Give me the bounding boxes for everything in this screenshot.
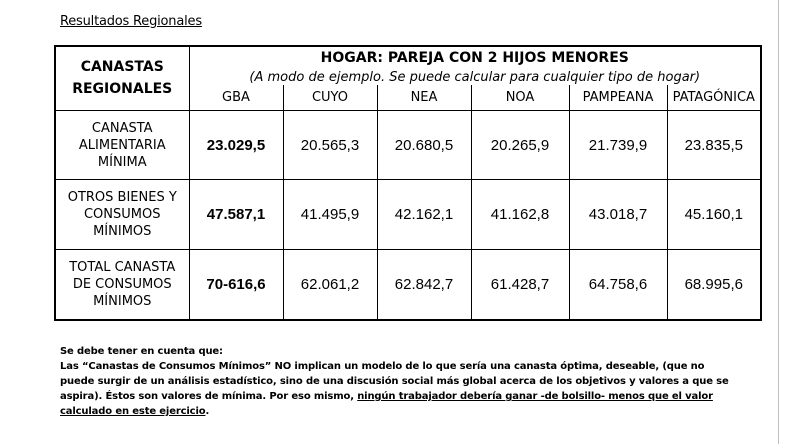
notes-block <box>60 344 740 419</box>
row-label-line: CANASTA <box>91 120 153 136</box>
corner-header <box>55 46 189 110</box>
notes-body-underlined: ningún trabajador debería ganar -de bolsillo- menos que el valor calculado en este ejercicio <box>60 391 713 417</box>
region-header: NOA <box>471 85 569 110</box>
corner-line-1: CANASTAS <box>80 59 164 76</box>
table-cell: 45.160,1 <box>667 180 761 250</box>
table-cell: 68.995,6 <box>667 250 761 320</box>
table-cell: 70-616,6 <box>189 250 283 320</box>
region-header: PATAGÓNICA <box>667 85 761 110</box>
table-row <box>55 180 761 250</box>
row-label-line: MÍNIMOS <box>93 294 152 310</box>
row-label-line: MÍNIMOS <box>93 224 152 240</box>
table-cell: 20.565,3 <box>283 110 377 180</box>
table-cell: 41.495,9 <box>283 180 377 250</box>
table-cell: 61.428,7 <box>471 250 569 320</box>
table-cell: 41.162,8 <box>471 180 569 250</box>
table-row <box>55 250 761 320</box>
regional-baskets-table <box>54 45 762 321</box>
row-label-line: MÍNIMA <box>97 154 147 170</box>
table-cell: 64.758,6 <box>569 250 667 320</box>
notes-intro: Se debe tener en cuenta que: <box>60 346 223 357</box>
row-label-line: CONSUMOS <box>83 207 161 223</box>
corner-line-2: REGIONALES <box>72 81 173 98</box>
table-cell: 42.162,1 <box>377 180 471 250</box>
table-cell: 23.029,5 <box>189 110 283 180</box>
region-header: CUYO <box>283 85 377 110</box>
table-cell: 23.835,5 <box>667 110 761 180</box>
table-cell: 43.018,7 <box>569 180 667 250</box>
row-label <box>55 110 189 180</box>
section-heading: Resultados Regionales <box>60 14 202 29</box>
row-label-line: TOTAL CANASTA <box>69 260 176 276</box>
region-header: GBA <box>189 85 283 110</box>
table-cell: 62.842,7 <box>377 250 471 320</box>
table-cell: 62.061,2 <box>283 250 377 320</box>
table-cell: 47.587,1 <box>189 180 283 250</box>
table-cell: 20.265,9 <box>471 110 569 180</box>
row-label <box>55 250 189 320</box>
household-title: HOGAR: PAREJA CON 2 HIJOS MENORES <box>189 46 761 69</box>
household-subtitle: (A modo de ejemplo. Se puede calcular para cualquier tipo de hogar) <box>189 69 761 85</box>
row-label <box>55 180 189 250</box>
table-cell: 21.739,9 <box>569 110 667 180</box>
row-label-line: OTROS BIENES Y <box>67 190 177 206</box>
row-label-line: ALIMENTARIA <box>78 137 166 153</box>
page-edge <box>778 0 779 444</box>
table-row <box>55 110 761 180</box>
region-header: PAMPEANA <box>569 85 667 110</box>
notes-body <box>60 359 740 419</box>
region-header: NEA <box>377 85 471 110</box>
notes-body-end: . <box>205 406 210 417</box>
row-label-line: DE CONSUMOS <box>72 277 172 293</box>
table-cell: 20.680,5 <box>377 110 471 180</box>
notes-body-start: Las “Canastas de Consumos Mínimos” NO implican un modelo de lo que sería una canasta óptima, deseable, (que no puede surgir de un análisis estadístico, sino de una discusión social más global acerca de los objetivos y valores a que se aspira). Éstos son valores de mínima. Por eso mismo, <box>60 361 729 402</box>
